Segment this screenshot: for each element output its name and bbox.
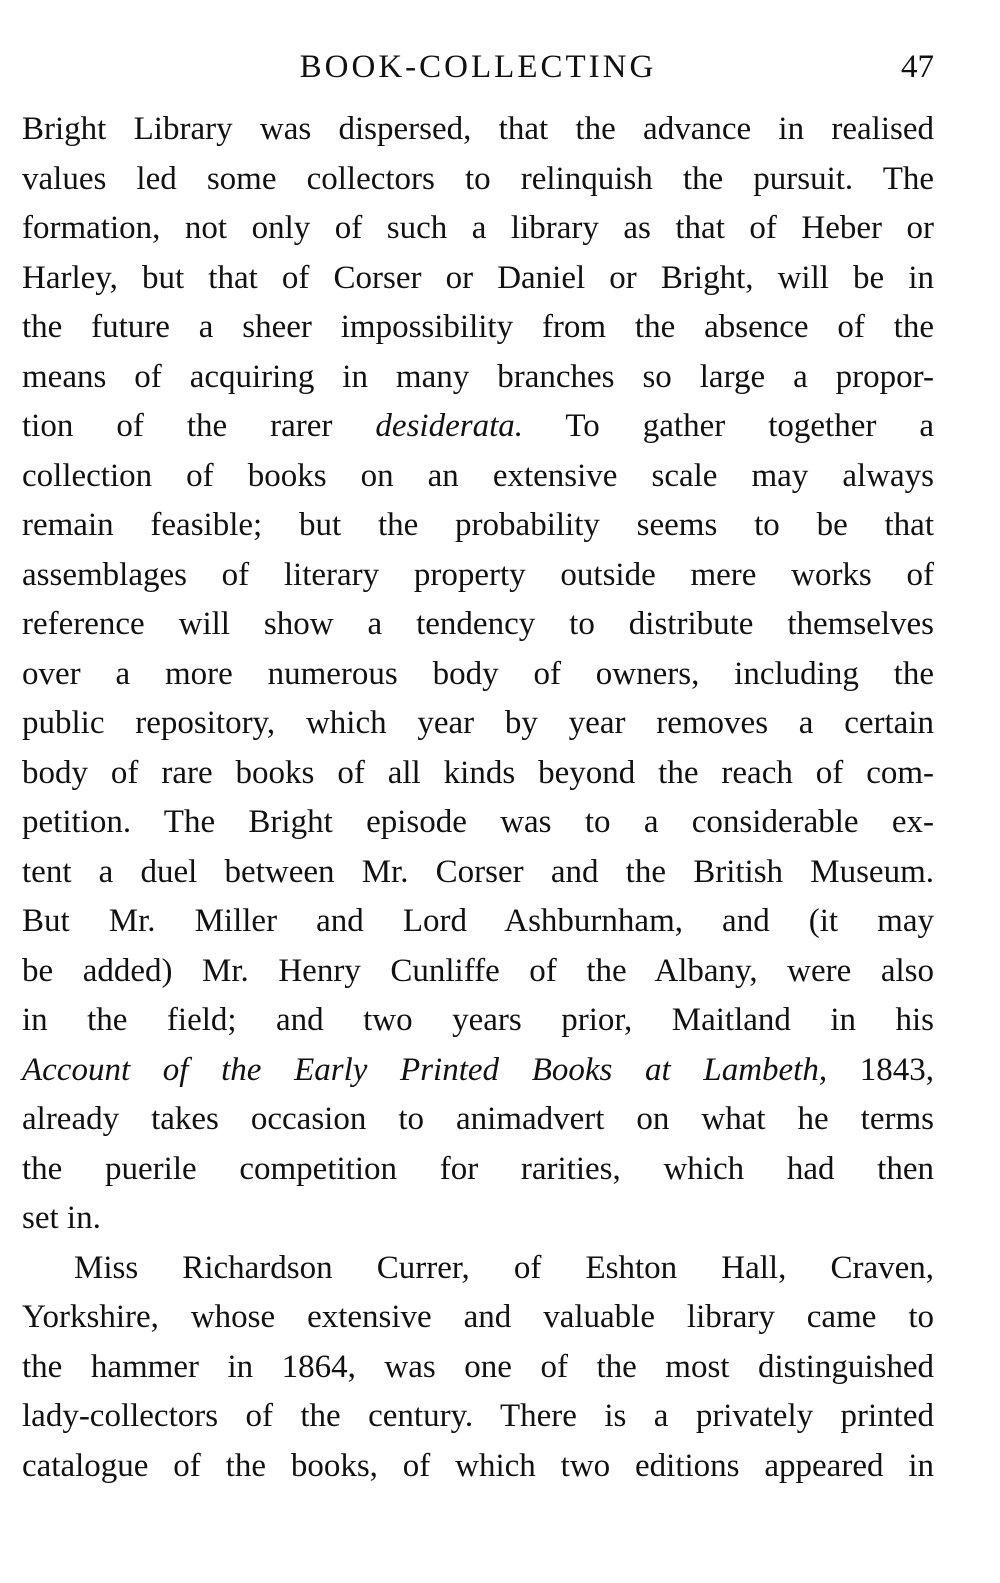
page-number: 47 [901,49,934,85]
text-line: values led some collectors to relinquish the pursuit. The [22,160,934,197]
text-line: collection of books on an extensive scale may always [22,457,934,494]
text-line: assemblages of literary property outside mere works of [22,556,934,593]
text-line: in the field; and two years prior, Maitland in his [22,1002,934,1038]
text-line: tent a duel between Mr. Corser and the British Museum. [22,853,934,890]
text-line: Miss Richardson Currer, of Eshton Hall, Craven, [74,1249,934,1286]
text-line: public repository, which year by year removes a certain [22,705,934,741]
text-line: catalogue of the books, of which two editions appeared in [22,1447,934,1484]
text-line: remain feasible; but the probability seems to be that [22,507,934,543]
text-line: be added) Mr. Henry Cunliffe of the Albany, were also [22,952,934,989]
text-line: Yorkshire, whose extensive and valuable library came to [22,1299,934,1335]
text-line: reference will show a tendency to distribute themselves [22,606,934,642]
text-line: body of rare books of all kinds beyond the reach of com- [22,754,934,791]
body-text [22,105,934,1491]
italic-book-title: Account of the Early Printed Books at Lambeth, [22,1051,828,1088]
text-line: the hammer in 1864, was one of the most distinguished [22,1348,934,1385]
text-line: Bright Library was dispersed, that the advance in realised [22,111,934,147]
running-title: BOOK-COLLECTING [299,49,657,85]
text-line: means of acquiring in many branches so large a propor- [22,358,934,395]
paragraph-2 [22,1244,934,1492]
text-line: over a more numerous body of owners, including the [22,655,934,692]
text-line: But Mr. Miller and Lord Ashburnham, and (it may [22,903,934,939]
text-run: 1843, [827,1051,935,1088]
text-line: the puerile competition for rarities, which had then [22,1150,934,1187]
paragraph-1 [22,105,934,1244]
text-line: formation, not only of such a library as that of Heber or [22,210,934,246]
text-line: set in. [22,1200,101,1236]
text-line: already takes occasion to animadvert on what he terms [22,1101,934,1137]
text-line: lady-collectors of the century. There is a privately printed [22,1398,934,1434]
text-run: To gather together a [523,408,934,444]
italic-term: desiderata. [375,408,523,444]
running-head [22,42,934,92]
text-run: tion of the rarer [22,408,376,444]
text-line [22,402,934,452]
text-line: the future a sheer impossibility from the absence of the [22,309,934,345]
text-line: petition. The Bright episode was to a considerable ex- [22,804,934,840]
text-line: Harley, but that of Corser or Daniel or Bright, will be in [22,259,934,296]
text-line [22,1046,934,1096]
